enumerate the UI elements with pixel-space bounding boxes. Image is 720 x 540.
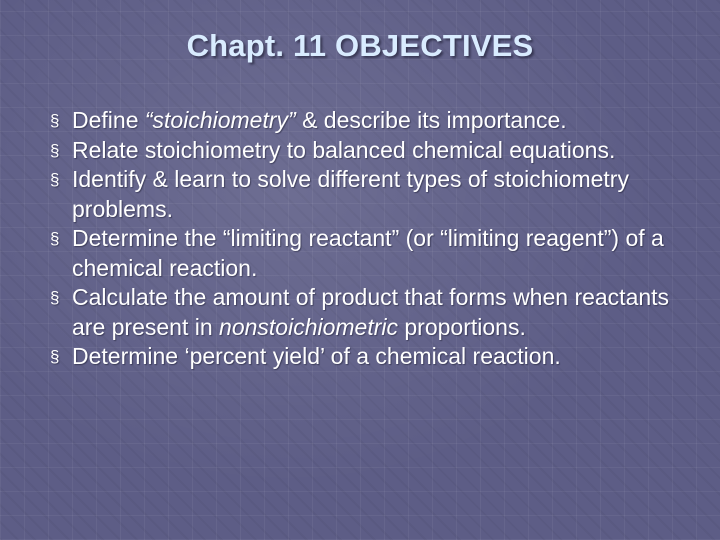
- objectives-list: [48, 106, 698, 372]
- objective-text: Determine the “limiting reactant” (or “limiting reagent”) of a chemical reaction.: [72, 225, 664, 281]
- objective-item-1: [48, 106, 698, 136]
- objective-item-3: [48, 165, 698, 224]
- objective-text-end: proportions.: [398, 313, 526, 340]
- objective-text: Identify & learn to solve different types of stoichiometry problems.: [72, 166, 629, 222]
- objective-item-5: [48, 283, 698, 342]
- bullet-icon: §: [50, 288, 60, 307]
- objective-emphasis: “stoichiometry”: [144, 107, 296, 133]
- objective-item-4: [48, 224, 698, 283]
- bullet-icon: §: [50, 170, 60, 189]
- objective-emphasis: nonstoichiometric: [219, 313, 398, 340]
- bullet-icon: §: [50, 140, 60, 160]
- objective-text: Calculate the amount of product that forms when reactants are present in: [72, 284, 670, 340]
- objective-item-6: [48, 342, 698, 372]
- bullet-icon: §: [50, 111, 60, 130]
- slide-title: Chapt. 11 OBJECTIVES: [186, 28, 534, 63]
- objective-item-2: [48, 136, 698, 166]
- objective-text: Define: [72, 107, 145, 133]
- bullet-icon: §: [50, 347, 60, 366]
- bullet-icon: §: [50, 229, 60, 248]
- objective-text-end: & describe its importance.: [295, 107, 567, 133]
- objective-text: Determine ‘percent yield’ of a chemical reaction.: [72, 343, 561, 369]
- objective-text: Relate stoichiometry to balanced chemical equations.: [72, 136, 616, 163]
